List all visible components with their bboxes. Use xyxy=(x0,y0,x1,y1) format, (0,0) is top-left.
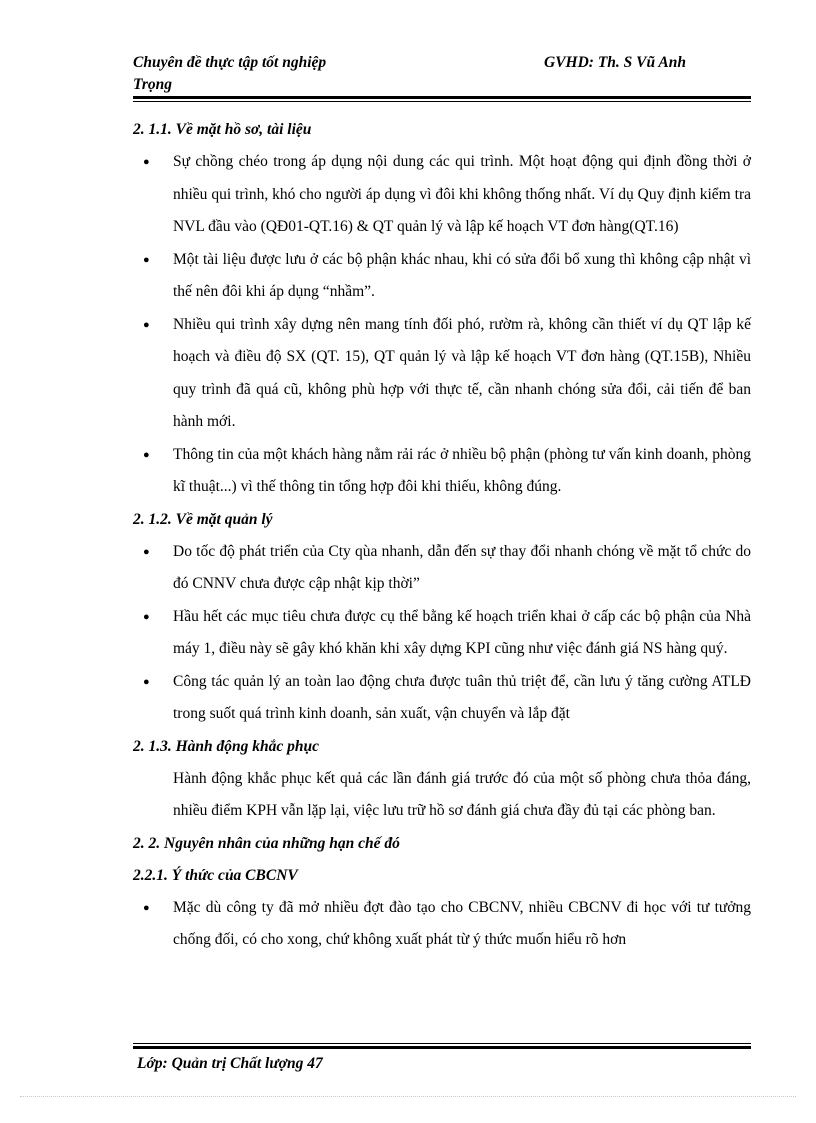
header-rule-thin xyxy=(133,101,751,102)
header-rule-thick xyxy=(133,96,751,99)
page-footer: Lớp: Quản trị Chất lượng 47 xyxy=(137,1055,323,1072)
bullet-list-2-2-1 xyxy=(133,892,751,957)
list-item xyxy=(133,244,751,309)
bullet-icon: ● xyxy=(143,675,150,688)
list-item-text: Công tác quản lý an toàn lao động chưa được tuân thủ triệt để, cần lưu ý tăng cường ATLĐ trong suốt quá trình kinh doanh, sản xuất, vận chuyển và lắp đặt xyxy=(173,672,751,722)
bullet-icon: ● xyxy=(143,318,150,331)
section-paragraph-1-3: Hành động khắc phục kết quả các lần đánh giá trước đó của một số phòng chưa thỏa đáng, nhiều điểm KPH vẫn lặp lại, việc lưu trữ hồ sơ đánh giá chưa đầy đủ tại các phòng ban. xyxy=(173,769,751,819)
list-item-text: Mặc dù công ty đã mở nhiều đợt đào tạo cho CBCNV, nhiều CBCNV đi học với tư tưởng chống đối, có cho xong, chứ không xuất phát từ ý thức muốn hiểu rõ hơn xyxy=(173,898,751,948)
section-heading-2-2: 2. 2. Nguyên nhân của những hạn chế đó xyxy=(133,834,400,852)
header-advisor: GVHD: Th. S Vũ Anh xyxy=(544,54,686,71)
bullet-icon: ● xyxy=(143,253,150,266)
list-item xyxy=(133,536,751,601)
list-item-text: Do tốc độ phát triển của Cty qùa nhanh, dẫn đến sự thay đổi nhanh chóng về mặt tổ chức do đó CNNV chưa được cập nhật kịp thời” xyxy=(173,542,751,592)
list-item xyxy=(133,601,751,666)
page-body xyxy=(133,114,751,957)
header-title-line1: Chuyên đề thực tập tốt nghiệp xyxy=(133,54,327,71)
bullet-icon: ● xyxy=(143,610,150,623)
header-title-line2: Trọng xyxy=(133,76,173,93)
list-item xyxy=(133,439,751,504)
list-item xyxy=(133,666,751,731)
list-item xyxy=(133,146,751,244)
list-item-text: Nhiều qui trình xây dựng nên mang tính đối phó, rườm rà, không cần thiết ví dụ QT lập kế hoạch và điều độ SX (QT. 15), QT quản lý và lập kế hoạch VT đơn hàng (QT.15B), Nhiều quy trình đã quá cũ, không phù hợp với thực tế, cần nhanh chóng sửa đổi, cải tiến để ban hành mới. xyxy=(173,315,751,430)
bullet-icon: ● xyxy=(143,156,150,168)
list-item xyxy=(133,892,751,957)
list-item-text: Một tài liệu được lưu ở các bộ phận khác nhau, khi có sửa đổi bổ xung thì không cập nhật vì thế nên đôi khi áp dụng “nhầm”. xyxy=(173,250,751,300)
list-item xyxy=(133,309,751,439)
section-heading-1-1: 2. 1.1. Về mặt hồ sơ, tài liệu xyxy=(133,121,312,138)
header-left xyxy=(133,52,433,96)
section-heading-1-2: 2. 1.2. Về mặt quản lý xyxy=(133,510,273,528)
bullet-list-1-2 xyxy=(133,536,751,731)
list-item-text: Thông tin của một khách hàng nằm rải rác ở nhiều bộ phận (phòng tư vấn kinh doanh, phòng kĩ thuật...) vì thế thông tin tổng hợp đôi khi thiếu, không đúng. xyxy=(173,445,751,495)
section-heading-1-3: 2. 1.3. Hành động khắc phục xyxy=(133,737,320,755)
bullet-list-1-1 xyxy=(133,146,751,504)
footer-rule-thin xyxy=(133,1043,751,1044)
list-item-text: Sự chồng chéo trong áp dụng nội dung các qui trình. Một hoạt động qui định đồng thời ở nhiều qui trình, khó cho người áp dụng vì đôi khi không thống nhất. Ví dụ Quy định kiểm tra NVL đầu vào (QĐ01-QT.16) & QT quản lý và lập kế hoạch VT đơn hàng(QT.16) xyxy=(173,153,751,235)
section-heading-2-2-1: 2.2.1. Ý thức của CBCNV xyxy=(133,866,298,884)
list-item-text: Hầu hết các mục tiêu chưa được cụ thể bằng kế hoạch triển khai ở cấp các bộ phận của Nhà máy 1, điều này sẽ gây khó khăn khi xây dựng KPI cũng như việc đánh giá NS hàng quý. xyxy=(173,607,751,657)
bullet-icon: ● xyxy=(143,901,150,914)
footer-rule-thick xyxy=(133,1046,751,1049)
bullet-icon: ● xyxy=(143,448,150,461)
page-boundary-line xyxy=(20,1096,796,1097)
bullet-icon: ● xyxy=(143,545,150,558)
